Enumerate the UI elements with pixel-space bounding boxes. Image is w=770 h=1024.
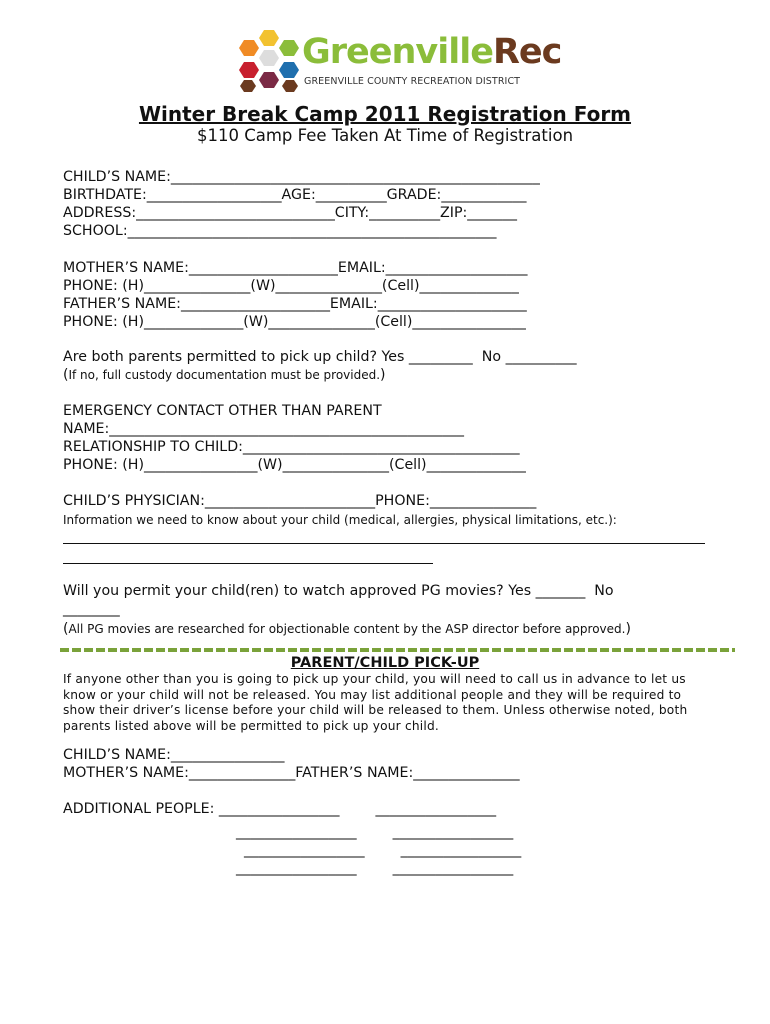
school-field[interactable]: SCHOOL:____________________________________________________ [63,223,497,239]
mother-phone-field[interactable]: PHONE: (H)_______________(W)_______________(Cell)______________ [63,278,519,294]
pg-movies-no-blank[interactable]: ________ [63,601,120,617]
additional-people-row-2[interactable]: _________________ _________________ [236,824,514,840]
pg-movies-note: (All PG movies are researched for objectionable content by the ASP director before approved.) [63,621,631,637]
form-subtitle: $110 Camp Fee Taken At Time of Registration [196,126,574,145]
father-phone-field[interactable]: PHONE: (H)______________(W)_______________(Cell)________________ [63,314,526,330]
address-city-zip-field[interactable]: ADDRESS:____________________________CITY:__________ZIP:_______ [63,205,517,221]
hexagon-cluster-icon [230,28,302,92]
custody-note: (If no, full custody documentation must be provided.) [63,367,386,383]
additional-people-row-4[interactable]: _________________ _________________ [236,860,514,876]
section-divider [60,648,735,652]
pickup-mother-father-field[interactable]: MOTHER’S NAME:_______________FATHER’S NAME:_______________ [63,765,520,781]
child-info-label: Information we need to know about your child (medical, allergies, physical limitations, etc.): [63,513,617,527]
emergency-name-field[interactable]: NAME:__________________________________________________ [63,421,464,437]
logo-subtitle: GREENVILLE COUNTY RECREATION DISTRICT [304,76,521,87]
birthdate-age-grade-field[interactable]: BIRTHDATE:___________________AGE:__________GRADE:____________ [63,187,527,203]
parents-pickup-question[interactable]: Are both parents permitted to pick up child? Yes _________ No __________ [63,349,577,365]
child-info-line-1[interactable] [63,543,705,544]
mother-name-email-field[interactable]: MOTHER’S NAME:_____________________EMAIL:____________________ [63,260,528,276]
additional-people-row-3[interactable]: _________________ _________________ [244,842,522,858]
pickup-section-heading: PARENT/CHILD PICK-UP [290,655,480,671]
emergency-relationship-field[interactable]: RELATIONSHIP TO CHILD:_______________________________________ [63,439,520,455]
emergency-contact-heading: EMERGENCY CONTACT OTHER THAN PARENT [63,403,382,419]
physician-field[interactable]: CHILD’S PHYSICIAN:________________________PHONE:_______________ [63,493,537,509]
pickup-instructions: If anyone other than you is going to pick up your child, you will need to call us in advance to let us know or your child will not be released. You may list additional people and they will be required to show their driver’s license before your child will be released to them. Unless otherwise noted, both parents listed above will be permitted to pick up your child. [63,672,688,733]
form-title: Winter Break Camp 2011 Registration Form [138,102,632,126]
logo-wordmark: GreenvilleRec [302,32,562,72]
additional-people-field[interactable]: ADDITIONAL PEOPLE: _________________ _________________ [63,801,497,817]
pickup-child-name-field[interactable]: CHILD’S NAME:________________ [63,747,285,763]
child-name-field[interactable]: CHILD’S NAME:____________________________________________________ [63,169,540,185]
emergency-phone-field[interactable]: PHONE: (H)________________(W)_______________(Cell)______________ [63,457,526,473]
child-info-line-2[interactable] [63,563,433,564]
greenville-rec-logo [230,28,562,96]
father-name-email-field[interactable]: FATHER’S NAME:_____________________EMAIL:_____________________ [63,296,527,312]
pg-movies-question[interactable]: Will you permit your child(ren) to watch approved PG movies? Yes _______ No [63,583,614,599]
